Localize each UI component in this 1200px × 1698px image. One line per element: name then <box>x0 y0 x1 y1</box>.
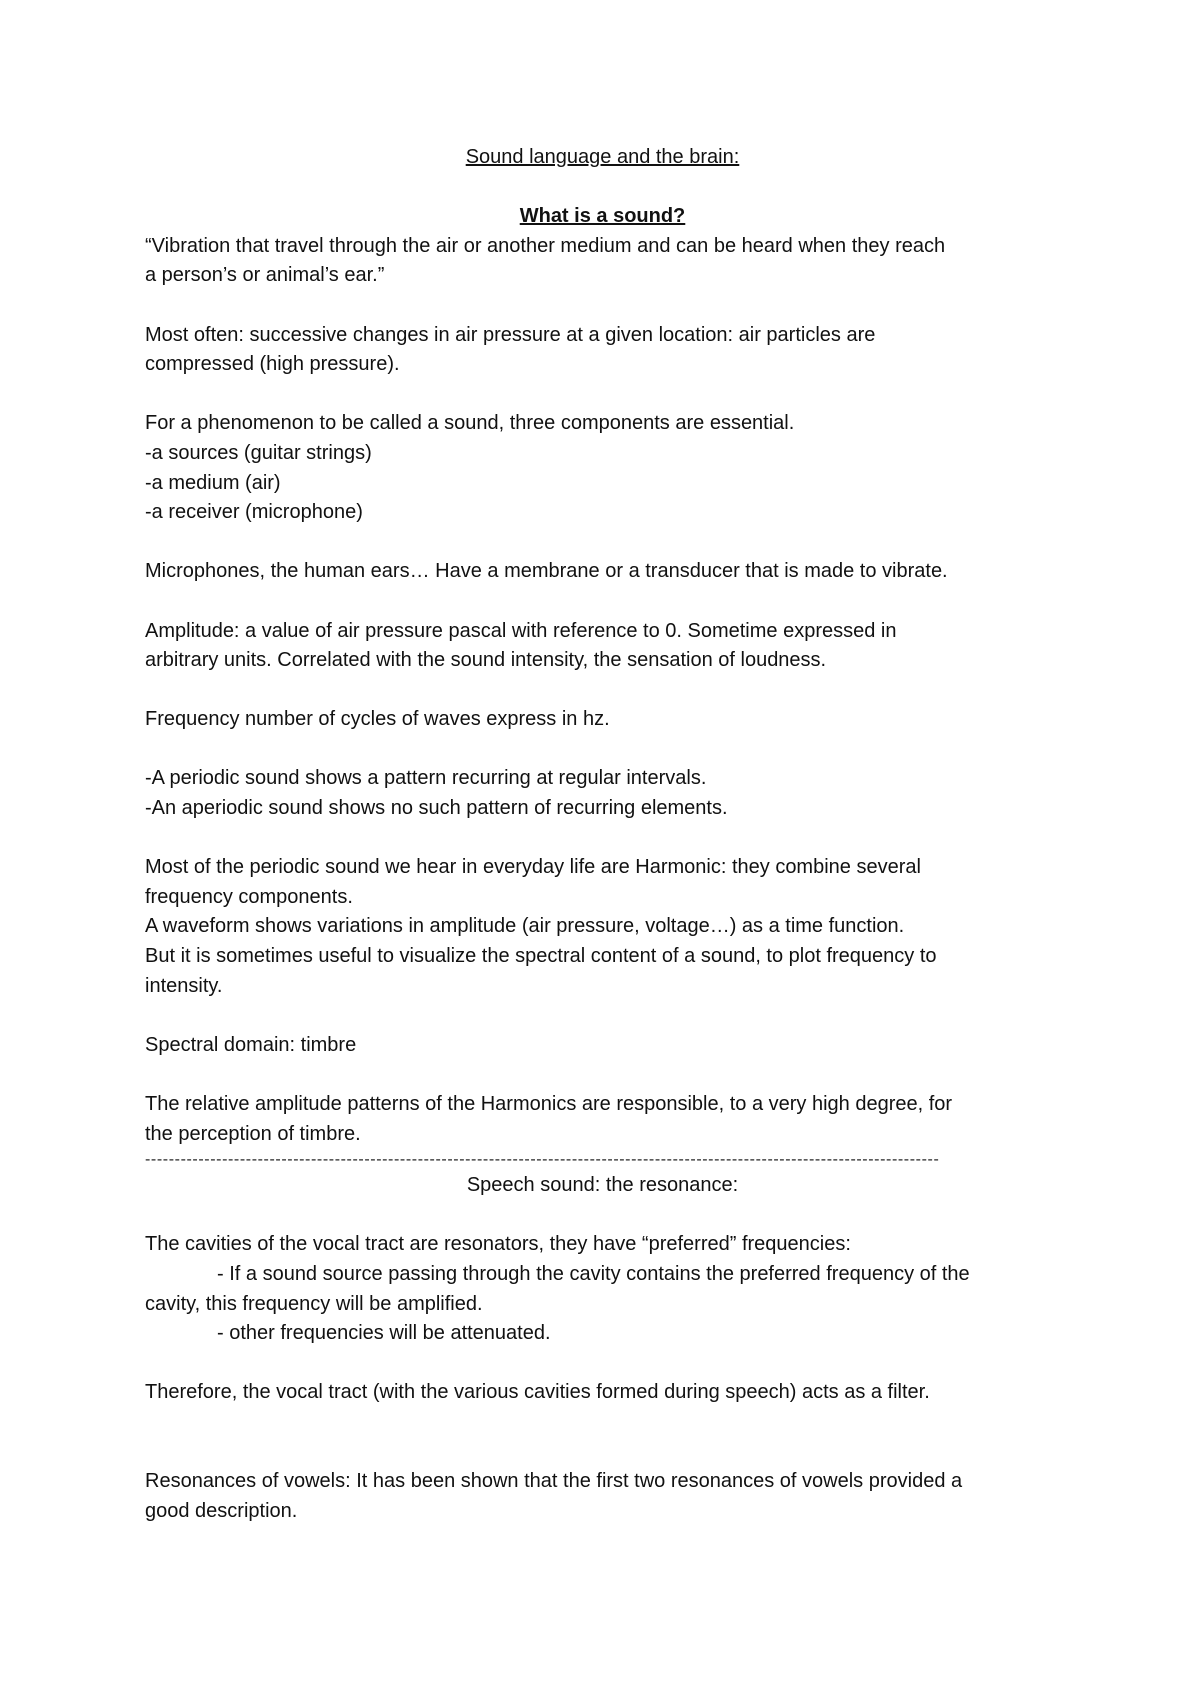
point-2-line: - other frequencies will be attenuated. <box>217 1322 551 1345</box>
document-title: Sound language and the brain: <box>465 146 740 168</box>
spectral-domain-line: Spectral domain: timbre <box>145 1033 357 1056</box>
timbre-line-1: The relative amplitude patterns of the Harmonics are responsible, to a very high degree, for <box>145 1093 953 1115</box>
filter-line: Therefore, the vocal tract (with the various cavities formed during speech) acts as a filter. <box>145 1381 930 1404</box>
spectral-line-1: But it is sometimes useful to visualize the spectral content of a sound, to plot frequency to <box>145 945 937 968</box>
section-heading-what-is-sound: What is a sound? <box>519 205 686 228</box>
microphones-paragraph: Microphones, the human ears… Have a membrane or a transducer that is made to vibrate. <box>145 560 948 583</box>
amplitude-line-2: arbitrary units. Correlated with the sound intensity, the sensation of loudness. <box>145 649 827 672</box>
harmonic-line-2: frequency components. <box>145 885 353 908</box>
periodic-line: -A periodic sound shows a pattern recurring at regular intervals. <box>145 767 707 790</box>
vowels-line-1: Resonances of vowels: It has been shown that the first two resonances of vowels provided a <box>145 1470 963 1493</box>
amplitude-line-1: Amplitude: a value of air pressure pascal with reference to 0. Sometime expressed in <box>145 619 897 642</box>
vowels-line-2: good description. <box>145 1499 298 1522</box>
component-source: -a sources (guitar strings) <box>145 441 372 464</box>
frequency-paragraph: Frequency number of cycles of waves express in hz. <box>145 708 610 731</box>
most-often-line-2: compressed (high pressure). <box>145 353 400 376</box>
cavities-line: The cavities of the vocal tract are resonators, they have “preferred” frequencies: <box>145 1233 851 1256</box>
document-page <box>145 143 1060 1526</box>
component-medium: -a medium (air) <box>145 471 281 494</box>
point-1-line-2: cavity, this frequency will be amplified. <box>145 1292 483 1315</box>
point-1-line-1: - If a sound source passing through the cavity contains the preferred frequency of the <box>217 1262 970 1285</box>
component-receiver: -a receiver (microphone) <box>145 501 363 524</box>
aperiodic-line: -An aperiodic sound shows no such pattern of recurring elements. <box>145 797 728 820</box>
spectral-line-2: intensity. <box>145 974 223 997</box>
harmonic-line-1: Most of the periodic sound we hear in everyday life are Harmonic: they combine several <box>145 856 921 879</box>
section-divider: -------------------------------------------------------------------------------------------------------------------------------------- <box>145 1151 940 1169</box>
section-heading-resonance: Speech sound: the resonance: <box>466 1174 739 1197</box>
timbre-line-2: the perception of timbre. <box>145 1122 361 1145</box>
waveform-line: A waveform shows variations in amplitude (air pressure, voltage…) as a time function. <box>145 915 905 938</box>
most-often-line-1: Most often: successive changes in air pressure at a given location: air particles are <box>145 323 876 346</box>
definition-line-2: a person’s or animal’s ear.” <box>145 264 385 287</box>
components-intro: For a phenomenon to be called a sound, three components are essential. <box>145 412 795 435</box>
definition-line-1: “Vibration that travel through the air or another medium and can be heard when they reach <box>145 234 946 257</box>
